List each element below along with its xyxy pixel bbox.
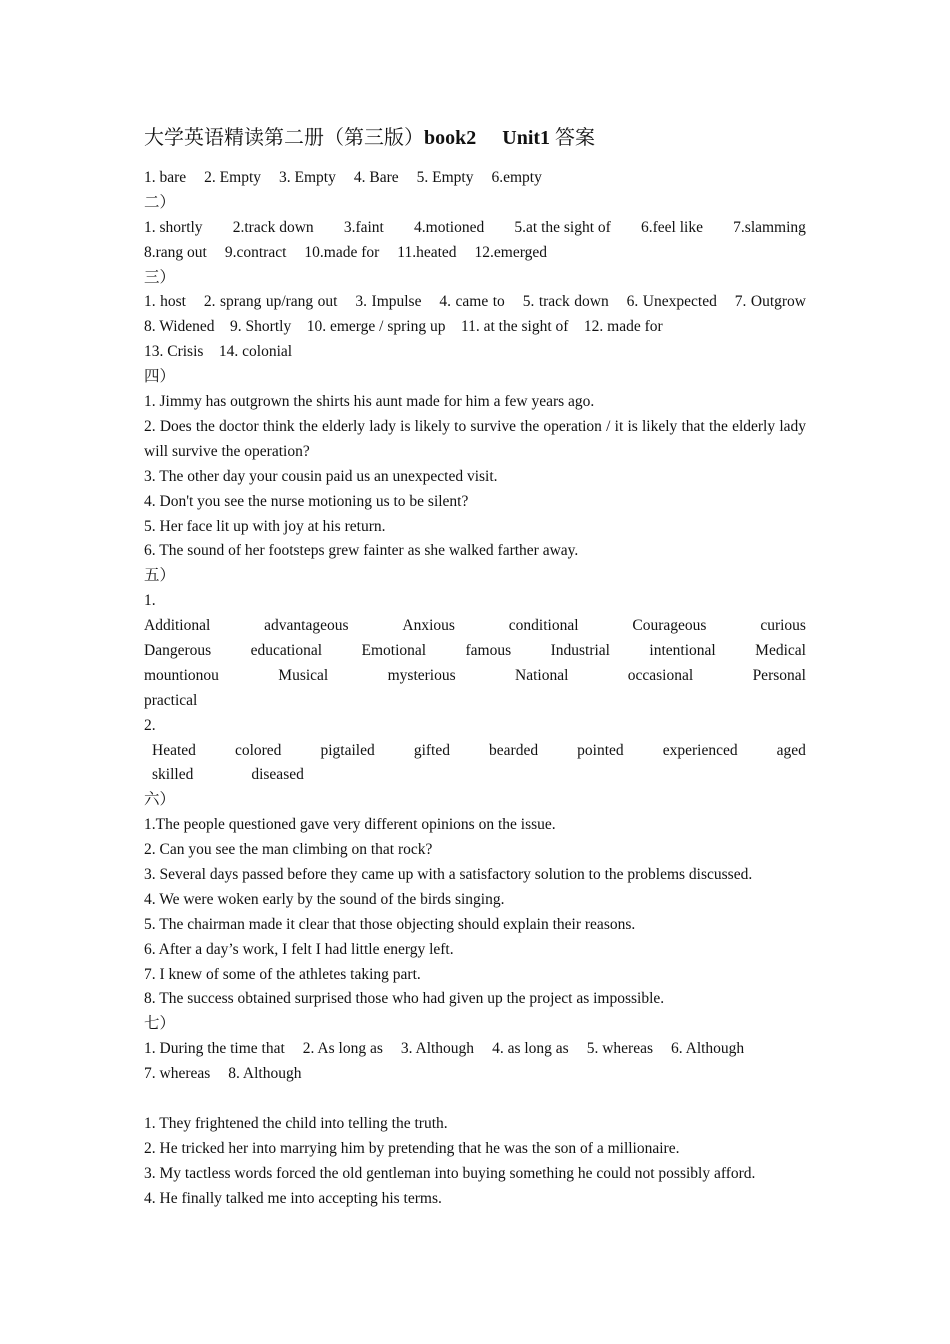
translation-sentence: 2. He tricked her into marrying him by pretending that he was the son of a millionaire. <box>144 1139 680 1157</box>
section3-heading: 三） <box>144 268 176 286</box>
section5-part1-label: 1. <box>144 592 156 610</box>
word-item: diseased <box>251 766 304 784</box>
title-book: book2 <box>424 127 477 149</box>
answer-item: 1. shortly <box>144 218 203 236</box>
section7-line1 <box>144 1037 806 1062</box>
answer-item: 10.made for <box>304 243 380 261</box>
translation-sentence: 6. The sound of her footsteps grew fainter as she walked farther away. <box>144 542 579 560</box>
answer-item: 6.empty <box>491 169 542 186</box>
answer-item: 8. Although <box>228 1065 302 1083</box>
answer-item: 4.motioned <box>414 218 485 236</box>
word-list-row <box>144 639 806 664</box>
title-cn-prefix: 大学英语精读第二册（第三版） <box>144 127 424 149</box>
word-item: pointed <box>577 741 624 759</box>
translation-sentence: 1.The people questioned gave very different opinions on the issue. <box>144 816 556 834</box>
word-item: Additional <box>144 617 211 635</box>
word-list-row <box>144 664 806 689</box>
translation-sentence: 1. Jimmy has outgrown the shirts his aunt made for him a few years ago. <box>144 393 595 411</box>
section6-heading: 六） <box>144 791 176 809</box>
section3-last-line: 13. Crisis 14. colonial <box>144 343 293 361</box>
answer-item: 4. as long as <box>492 1040 569 1058</box>
section3-answers: 1. host 2. sprang up/rang out 3. Impulse 4. came to 5. track down 6. Unexpected 7. Outgrow 8. Widened 9. Shortly 10. emerge / spring up 11. at the sight of 12. made for <box>144 293 822 336</box>
answer-item: 9.contract <box>224 243 287 261</box>
word-item: Medical <box>755 641 806 659</box>
word-item: conditional <box>508 617 579 635</box>
word-item: Heated <box>152 741 196 759</box>
translation-sentence: 8. The success obtained surprised those who had given up the project as impossible. <box>144 990 665 1008</box>
translation-sentence: 1. They frightened the child into telling the truth. <box>144 1114 448 1132</box>
word-item: Musical <box>278 666 329 684</box>
word-item: curious <box>760 617 806 635</box>
word-item: National <box>515 666 569 684</box>
word-item: Industrial <box>550 641 610 659</box>
translation-sentence: 7. I knew of some of the athletes taking part. <box>144 965 421 983</box>
word-item: Anxious <box>402 617 455 635</box>
answer-item: 7.slamming <box>733 218 806 236</box>
answer-item: 4. Bare <box>353 169 399 186</box>
translation-sentence: 5. The chairman made it clear that those objecting should explain their reasons. <box>144 915 636 933</box>
answer-item: 5. Empty <box>416 169 474 186</box>
word-item: Personal <box>752 666 806 684</box>
section1-answers <box>144 166 806 191</box>
word-item: experienced <box>662 741 738 759</box>
word-item: advantageous <box>264 617 349 635</box>
section4-heading: 四） <box>144 368 176 386</box>
word-list-row <box>152 739 806 764</box>
translation-sentence: 6. After a day’s work, I felt I had little energy left. <box>144 940 454 958</box>
page-title <box>144 124 595 152</box>
answer-item: 5.at the sight of <box>514 218 611 236</box>
translation-sentence: 4. We were woken early by the sound of the birds singing. <box>144 890 505 908</box>
word-item: mysterious <box>387 666 456 684</box>
word-item: aged <box>776 741 806 759</box>
answer-item: 1. During the time that <box>144 1040 285 1058</box>
word-list-row <box>144 614 806 639</box>
answer-item: 12.emerged <box>474 243 547 261</box>
answer-item: 2. As long as <box>302 1040 383 1058</box>
answer-item: 6. Although <box>670 1040 745 1058</box>
answer-item: 3. Although <box>400 1040 475 1058</box>
answer-item: 2. Empty <box>204 169 262 186</box>
translation-sentence: 4. He finally talked me into accepting his terms. <box>144 1189 442 1207</box>
word-item: bearded <box>489 741 539 759</box>
word-item: mountionou <box>144 666 219 684</box>
word-item: pigtailed <box>320 741 375 759</box>
blank-line <box>144 1087 806 1112</box>
word-item: gifted <box>413 741 450 759</box>
section2-line1 <box>144 216 806 241</box>
answer-item: 5. whereas <box>586 1040 653 1058</box>
word-list-row <box>152 763 806 788</box>
translation-sentence: 3. My tactless words forced the old gentleman into buying something he could not possibly afford. <box>144 1164 756 1182</box>
translation-sentence: 4. Don't you see the nurse motioning us to be silent? <box>144 492 469 510</box>
word-item: occasional <box>627 666 694 684</box>
section5-heading: 五） <box>144 567 176 585</box>
translation-sentence: 2. Does the doctor think the elderly lady is likely to survive the operation / it is likely that the elderly lady will survive the operation? <box>144 417 806 460</box>
section7-line2 <box>144 1062 806 1087</box>
word-item: Dangerous <box>144 641 212 659</box>
answer-item: 6.feel like <box>641 218 703 236</box>
section7-heading: 七） <box>144 1015 176 1033</box>
section2-line2 <box>144 241 806 266</box>
answer-item: 7. whereas <box>144 1065 211 1083</box>
answer-item: 2.track down <box>232 218 314 236</box>
title-cn-suffix: 答案 <box>550 127 596 149</box>
section2-heading: 二） <box>144 193 176 211</box>
translation-sentence: 3. The other day your cousin paid us an unexpected visit. <box>144 467 498 485</box>
answer-item: 3. Empty <box>279 169 336 186</box>
word-list-2 <box>144 739 806 789</box>
answer-item: 11.heated <box>397 243 457 261</box>
section5-part2-label: 2. <box>144 716 156 734</box>
word-item: skilled <box>152 766 194 784</box>
answer-body <box>144 166 822 1211</box>
word-item: intentional <box>649 641 716 659</box>
word-item: colored <box>234 741 282 759</box>
translation-sentence: 3. Several days passed before they came up with a satisfactory solution to the problems discussed. <box>144 866 753 883</box>
word-item: Courageous <box>632 617 707 635</box>
translation-sentence: 5. Her face lit up with joy at his return. <box>144 517 386 535</box>
title-unit: Unit1 <box>502 127 551 149</box>
word-item: educational <box>250 641 323 659</box>
word-item: famous <box>465 641 512 659</box>
word-item: practical <box>144 691 198 709</box>
word-item: Emotional <box>361 641 427 659</box>
answer-item: 3.faint <box>343 218 384 236</box>
answer-item: 8.rang out <box>144 243 207 261</box>
translation-sentence: 2. Can you see the man climbing on that rock? <box>144 841 433 859</box>
answer-item: 1. bare <box>144 169 187 186</box>
